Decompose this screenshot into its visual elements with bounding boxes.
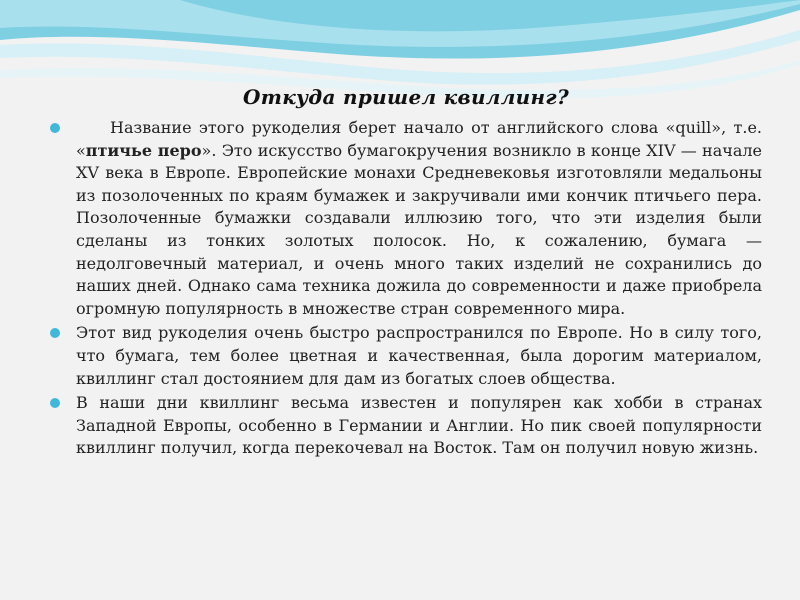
paragraph-text: ». Это искусство бумагокручения возникло в конце XIV — начале XV века в Европе. Европейские монахи Средневековья изготовляли медальоны из позолоченных по краям бумажек и закручивали ими кончик птичьего пера. Позолоченные бумажки создавали иллюзию того, что эти изделия были сделаны из тонких золотых полосок. Но, к сожалению, бумага — недолговечный материал, и очень много таких изделий не сохранились до наших дней. Однако сама техника дожила до современности и даже приобрела огромную популярность в множестве стран современного мира. (76, 140, 762, 318)
list-item (50, 392, 762, 460)
bullet-icon (50, 328, 60, 338)
paragraph-text: Этот вид рукоделия очень быстро распространился по Европе. Но в силу того, что бумага, тем более цветная и качественная, была дорогим материалом, квиллинг стал достоянием для дам из богатых слоев общества. (76, 323, 762, 388)
paragraph-text: Название этого рукоделия берет начало от английского слова «quill», т.е. « (76, 118, 762, 160)
bold-term: птичье перо (85, 140, 202, 160)
bullet-icon (50, 123, 60, 133)
list-item (50, 117, 762, 320)
bullet-icon (50, 398, 60, 408)
paragraph-text: В наши дни квиллинг весьма известен и популярен как хобби в странах Западной Европы, особенно в Германии и Англии. Но пик своей популярности квиллинг получил, когда перекочевал на Восток. Там он получил новую жизнь. (76, 393, 762, 458)
list-item (50, 322, 762, 390)
paragraph-list (50, 117, 762, 460)
slide-content (50, 85, 762, 462)
slide-title: Откуда пришел квиллинг? (243, 85, 569, 109)
